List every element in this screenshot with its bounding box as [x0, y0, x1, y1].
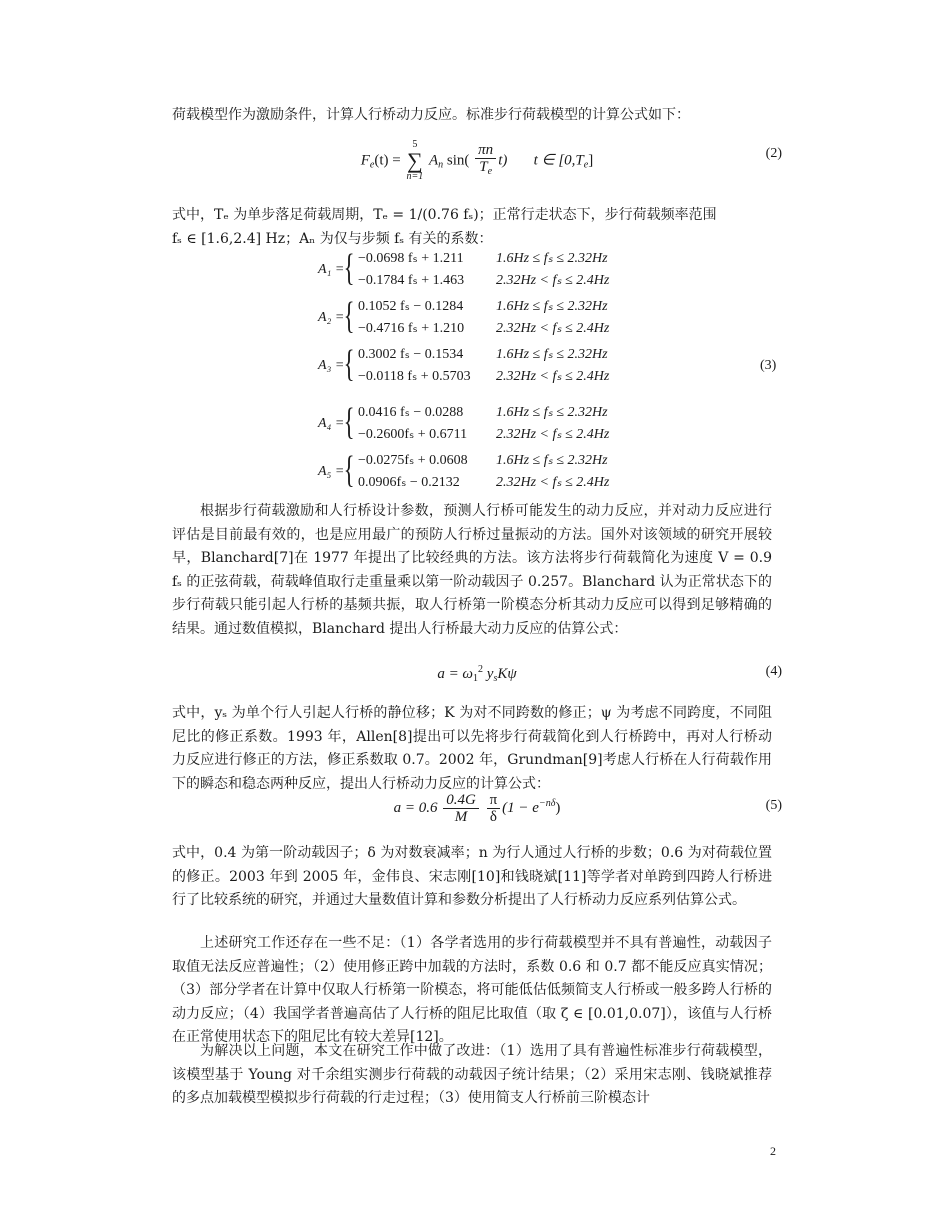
eq2-term: A	[429, 152, 439, 169]
coef-row	[358, 272, 658, 292]
page-number: 2	[770, 1144, 776, 1158]
definition-paragraph	[172, 204, 772, 251]
eq2-frac-den-sub: e	[487, 166, 493, 177]
coefficient-a4	[318, 401, 648, 448]
coef-row	[358, 404, 658, 424]
coefficient-a1	[318, 247, 648, 294]
eq2-domain: t ∈ [0,T	[533, 152, 584, 169]
eq2-lhs-sub: e	[369, 159, 375, 171]
improvements-paragraph: 为解决以上问题，本文在研究工作中做了改进：（1）选用了具有普遍性标准步行荷载模型，该模型基于 Young 对千余组实测步行荷载的动载因子统计结果；（2）采用宋志刚、钱晓斌推荐的多点加载模型模拟步行荷载的行走过程；（3）使用简支人行桥前三阶模态计	[172, 1043, 772, 1106]
coef-label: A₅ =	[318, 464, 345, 479]
coef-row	[358, 346, 658, 366]
eq4-sub-s: s	[493, 673, 498, 684]
equation-2-body	[172, 140, 782, 182]
sigma-symbol: ∑	[407, 148, 423, 173]
eq2-sin: sin(	[443, 152, 470, 169]
eq2-term-sub: n	[438, 159, 444, 171]
coef-expression: −0.0698 fₛ + 1.211	[358, 251, 464, 266]
equation-5	[172, 792, 782, 832]
equation-4	[172, 664, 782, 704]
coef-condition: 1.6Hz ≤ fₛ ≤ 2.32Hz	[496, 347, 608, 362]
coef-row	[358, 426, 658, 446]
coef-expression: −0.4716 fₛ + 1.210	[358, 321, 465, 336]
coef-expression: 0.0906fₛ − 0.2132	[358, 475, 460, 490]
left-brace-icon: {	[343, 295, 355, 337]
coef-row	[358, 298, 658, 318]
left-brace-icon: {	[343, 449, 355, 491]
coef-row	[358, 452, 658, 472]
eq5-tail-end: )	[555, 799, 561, 816]
coef-condition: 1.6Hz ≤ fₛ ≤ 2.32Hz	[496, 453, 608, 468]
coef-expression: −0.0118 fₛ + 0.5703	[358, 369, 471, 384]
eq2-summation	[407, 140, 424, 182]
eq5-tail-sup: −nδ	[538, 797, 556, 809]
coef-expression: −0.0275fₛ + 0.0608	[358, 453, 468, 468]
eq5-f1-num: 0.4G	[443, 792, 479, 809]
eq2-after: t)	[498, 152, 508, 169]
eq2-frac-num: πn	[475, 142, 496, 159]
shortcomings-paragraph: 上述研究工作还存在一些不足：（1）各学者选用的步行荷载模型并不具有普遍性，动载因子取值无法反应普遍性；（2）使用修正跨中加载的方法时，系数 0.6 和 0.7 都不能反应真实情况；（3）部分学者在计算中仅取人行桥第一阶模态，将可能低估低频简支人行桥或一般多跨人行桥的动力反应；（4）我国学者普遍高估了人行桥的阻尼比取值（取 ζ ∈ [0.01,0.07]），该值与人行桥在正常使用状态下的阻尼比有较大差异[12]。	[172, 935, 772, 1045]
blanchard-paragraph: 根据步行荷载激励和人行桥设计参数，预测人行桥可能发生的动力反应，并对动力反应进行评估是目前最有效的，也是应用最广的预防人行桥过量振动的方法。国外对该领域的研究开展较早，Blanchard[7]在 1977 年提出了比较经典的方法。该方法将步行荷载简化为速度 V = 0.9 fₛ 的正弦荷载，荷载峰值取行走重量乘以第一阶动载因子 0.257。Blanchard 认为正常状态下的步行荷载只能引起人行桥的基频共振，取人行桥第一阶模态分析其动力反应可以得到足够精确的结果。通过数值模拟，Blanchard 提出人行桥最大动力反应的估算公式：	[172, 503, 772, 637]
eq2-frac-den: T	[479, 159, 488, 175]
equation-2	[172, 140, 782, 180]
equation-5-body	[172, 792, 782, 825]
left-brace-icon: {	[343, 247, 355, 289]
eq2-domain-sub: e	[583, 159, 589, 171]
definition-line-1: 式中，Tₑ 为单步落足荷载周期，Tₑ = 1/(0.76 fₛ)；正常行走状态下，步行荷载频率范围	[172, 207, 717, 223]
coefficient-a3	[318, 343, 648, 390]
eq4-text-a: a = ω	[437, 666, 474, 682]
equation-5-number: (5)	[765, 798, 782, 813]
eq5-f2-num: π	[487, 792, 501, 809]
eq2-sum-top: 5	[412, 139, 418, 150]
eq2-fraction	[475, 142, 496, 180]
eq5-tail: (1 − e	[502, 799, 539, 816]
coefficient-a2	[318, 295, 648, 342]
chinese-research-paragraph: 式中，0.4 为第一阶动载因子；δ 为对数衰减率；n 为行人通过人行桥的步数；0.6 为对荷载位置的修正。2003 年到 2005 年，金伟良、宋志刚[10]和钱晓斌[11]等学者对单跨到四跨人行桥进行了比较系统的研究，并通过大量数值计算和参数分析提出了人行桥动力反应系列估算公式。	[172, 845, 772, 908]
coef-condition: 1.6Hz ≤ fₛ ≤ 2.32Hz	[496, 405, 608, 420]
eq2-lhs: F	[360, 152, 370, 169]
equation-4-body	[172, 664, 782, 684]
coef-condition: 2.32Hz < fₛ ≤ 2.4Hz	[496, 475, 610, 490]
coef-condition: 1.6Hz ≤ fₛ ≤ 2.32Hz	[496, 299, 608, 314]
eq5-lhs: a = 0.6	[393, 799, 438, 816]
coef-row	[358, 368, 658, 388]
coef-label: A₃ =	[318, 358, 345, 373]
left-brace-icon: {	[343, 401, 355, 443]
left-brace-icon: {	[343, 343, 355, 385]
eq4-sup2: 2	[478, 664, 484, 675]
eq5-f1-den: M	[454, 809, 468, 825]
coef-label: A₁ =	[318, 262, 345, 277]
eq2-lhs-arg: (t) =	[374, 152, 405, 169]
coef-row	[358, 320, 658, 340]
coef-expression: −0.1784 fₛ + 1.463	[358, 273, 465, 288]
coef-label: A₂ =	[318, 310, 345, 325]
allen-paragraph: 式中，yₛ 为单个行人引起人行桥的静位移；K 为对不同跨数的修正；ψ 为考虑不同跨度，不同阻尼比的修正系数。1993 年，Allen[8]提出可以先将步行荷载简化到人行桥跨中，再对人行桥动力反应进行修正的方法，修正系数取 0.7。2002 年，Grundman[9]考虑人行桥在人行荷载作用下的瞬态和稳态两种反应，提出人行桥动力反应的计算公式：	[172, 705, 772, 792]
coef-expression: 0.1052 fₛ − 0.1284	[358, 299, 464, 314]
eq4-sub1: 1	[473, 673, 479, 684]
eq5-f2-den: δ	[489, 809, 497, 825]
eq4-text-b: y	[483, 666, 494, 682]
coef-condition: 2.32Hz < fₛ ≤ 2.4Hz	[496, 273, 610, 288]
eq5-fraction-1	[443, 792, 479, 825]
coef-expression: 0.0416 fₛ − 0.0288	[358, 405, 464, 420]
coefficient-a5	[318, 449, 648, 496]
coef-row	[358, 474, 658, 494]
equation-2-number: (2)	[765, 146, 782, 161]
coef-row	[358, 250, 658, 270]
eq2-domain-end: ]	[588, 152, 594, 169]
eq2-sum-bottom: n=1	[406, 171, 424, 182]
eq4-text-c: Kψ	[497, 666, 517, 682]
definition-line-2: fₛ ∈ [1.6,2.4] Hz；Aₙ 为仅与步频 fₛ 有关的系数：	[172, 230, 493, 247]
coef-condition: 2.32Hz < fₛ ≤ 2.4Hz	[496, 427, 610, 442]
coef-expression: −0.2600fₛ + 0.6711	[358, 427, 468, 442]
intro-paragraph: 荷载模型作为激励条件，计算人行桥动力反应。标准步行荷载模型的计算公式如下：	[172, 107, 690, 123]
eq2-frac-den-wrap	[475, 159, 496, 180]
equation-4-number: (4)	[765, 664, 782, 679]
coef-condition: 2.32Hz < fₛ ≤ 2.4Hz	[496, 321, 610, 336]
coef-condition: 1.6Hz ≤ fₛ ≤ 2.32Hz	[496, 251, 608, 266]
coef-label: A₄ =	[318, 416, 345, 431]
coef-expression: 0.3002 fₛ − 0.1534	[358, 347, 464, 362]
eq5-fraction-2	[487, 792, 501, 825]
coef-condition: 2.32Hz < fₛ ≤ 2.4Hz	[496, 369, 610, 384]
equation-3-number: (3)	[760, 358, 777, 373]
